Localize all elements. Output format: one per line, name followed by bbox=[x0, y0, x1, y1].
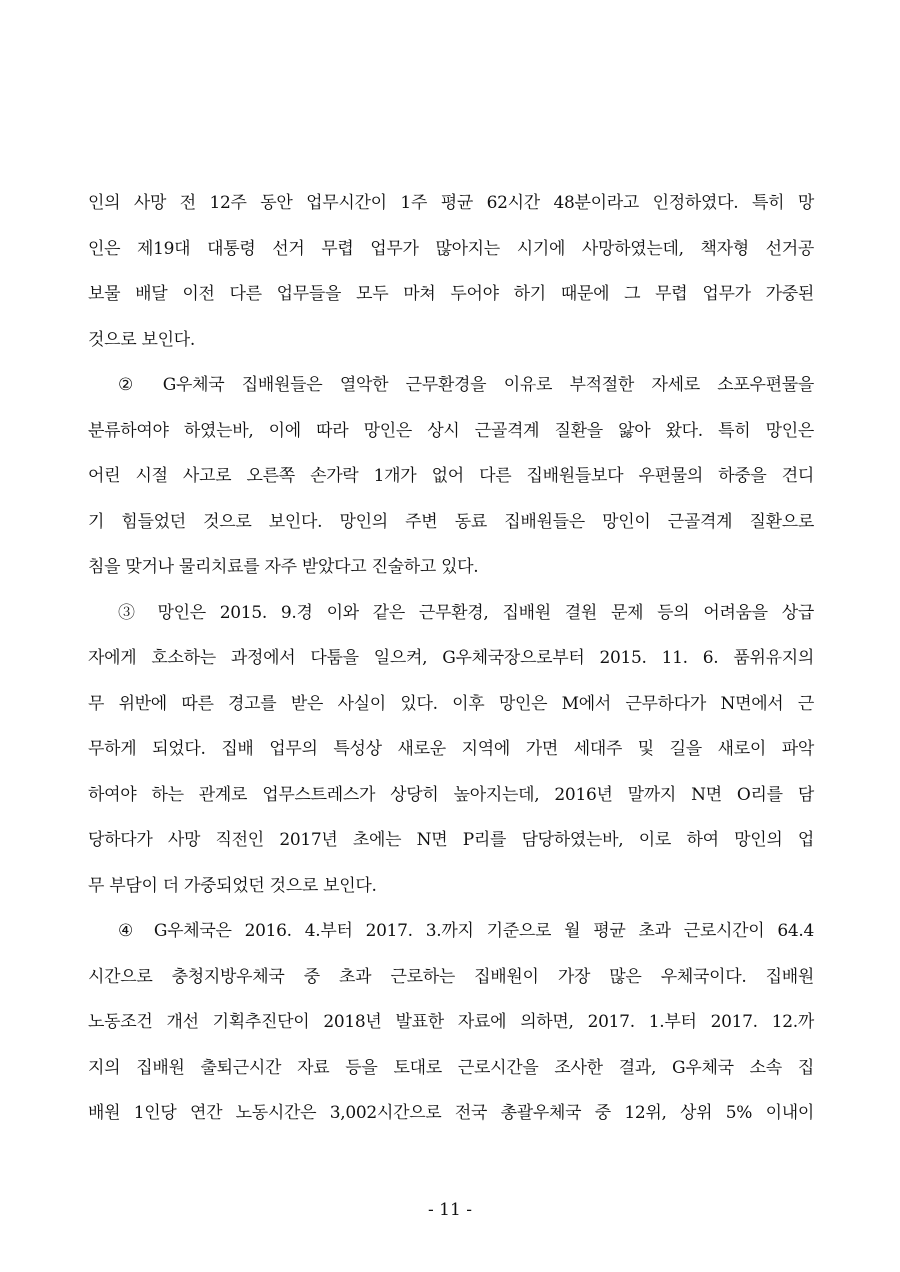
text-line: 무 부담이 더 가중되었던 것으로 보인다. bbox=[88, 875, 377, 896]
text-line: 보물 배달 이전 다른 업무들을 모두 마쳐 두어야 하기 때문에 그 무렵 업무가 가중된 bbox=[88, 284, 814, 304]
paragraph-first-line: ④ G우체국은 2016. 4.부터 2017. 3.까지 기준으로 월 평균 초과 근로시간이 64.4 bbox=[118, 921, 814, 941]
text-line: 당하다가 사망 직전인 2017년 초에는 N면 P리를 담당하였는바, 이로 하여 망인의 업 bbox=[88, 830, 814, 850]
text-line: 노동조건 개선 기획추진단이 2018년 발표한 자료에 의하면, 2017. 1.부터 2017. 12.까 bbox=[88, 1012, 814, 1032]
paragraph-first-line: ③ 망인은 2015. 9.경 이와 같은 근무환경, 집배원 결원 문제 등의 어려움을 상급 bbox=[118, 602, 814, 623]
text-line: 기 힘들었던 것으로 보인다. 망인의 주변 동료 집배원들은 망인이 근골격계 질환으로 bbox=[88, 511, 814, 532]
text-line: 배원 1인당 연간 노동시간은 3,002시간으로 전국 총괄우체국 중 12위, 상위 5% 이내이 bbox=[88, 1103, 814, 1123]
text-line: 자에게 호소하는 과정에서 다툼을 일으켜, G우체국장으로부터 2015. 11. 6. 품위유지의 bbox=[88, 648, 814, 668]
text-line: 침을 맞거나 물리치료를 자주 받았다고 진술하고 있다. bbox=[88, 557, 479, 577]
text-line: 지의 집배원 출퇴근시간 자료 등을 토대로 근로시간을 조사한 결과, G우체국 소속 집 bbox=[88, 1057, 814, 1078]
text-line: 하여야 하는 관계로 업무스트레스가 상당히 높아지는데, 2016년 말까지 N면 O리를 담 bbox=[88, 784, 814, 805]
text-line: 것으로 보인다. bbox=[88, 329, 195, 350]
page-number: - 11 - bbox=[428, 1200, 472, 1220]
text-line: 인은 제19대 대통령 선거 무렵 업무가 많아지는 시기에 사망하였는데, 책자형 선거공 bbox=[88, 238, 814, 259]
body-text bbox=[88, 186, 814, 1142]
text-line: 무하게 되었다. 집배 업무의 특성상 새로운 지역에 가면 세대주 및 길을 새로이 파악 bbox=[88, 739, 815, 759]
paragraph-first-line: ② G우체국 집배원들은 열악한 근무환경을 이유로 부적절한 자세로 소포우편물을 bbox=[118, 375, 814, 395]
text-line: 시간으로 충청지방우체국 중 초과 근로하는 집배원이 가장 많은 우체국이다. 집배원 bbox=[88, 966, 814, 987]
text-line: 인의 사망 전 12주 동안 업무시간이 1주 평균 62시간 48분이라고 인정하였다. 특히 망 bbox=[88, 193, 814, 213]
text-line: 무 위반에 따른 경고를 받은 사실이 있다. 이후 망인은 M에서 근무하다가 N면에서 근 bbox=[88, 693, 814, 714]
text-line: 분류하여야 하였는바, 이에 따라 망인은 상시 근골격계 질환을 앓아 왔다. 특히 망인은 bbox=[88, 420, 814, 441]
text-line: 어린 시절 사고로 오른쪽 손가락 1개가 없어 다른 집배원들보다 우편물의 하중을 견디 bbox=[88, 466, 814, 486]
